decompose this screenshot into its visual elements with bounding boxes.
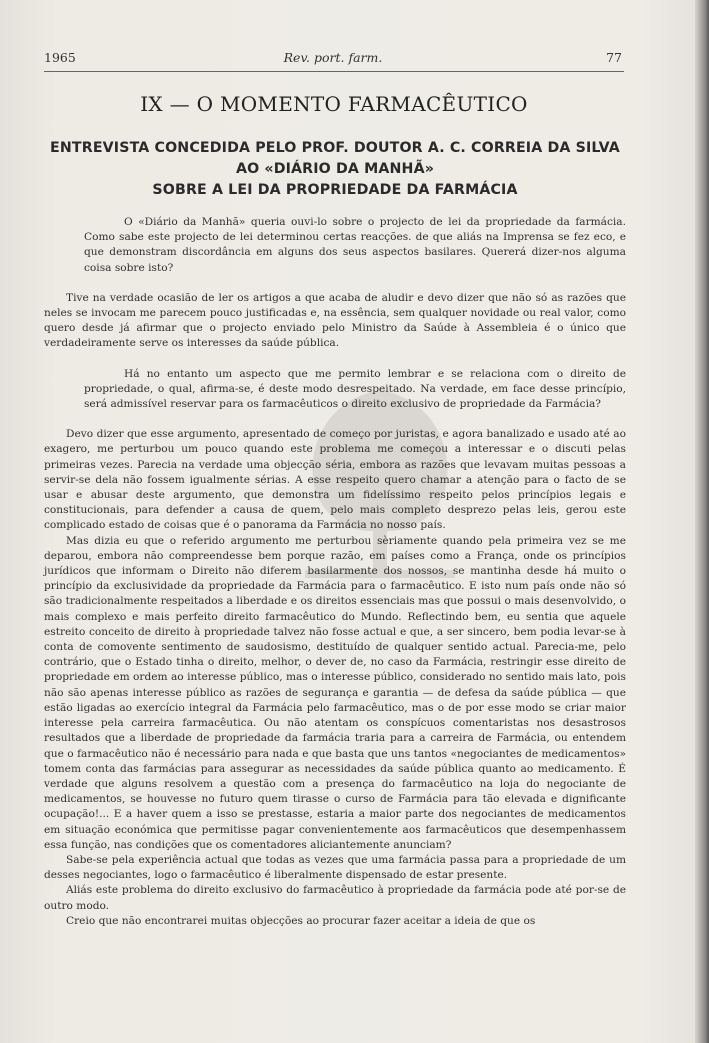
answer-paragraph-1: Tive na verdade ocasião de ler os artigos a que acaba de aludir e devo dizer que não só as razões que neles se invocam me parecem pouco justificadas e, na essência, sem qualquer novidade ou real valor, como quero desde já afirmar que o projecto enviado pelo Ministro da Saúde à Assembleia é o único que verdadeiramente serve os interesses da saúde pública. bbox=[44, 291, 626, 350]
headline-line-1: ENTREVISTA CONCEDIDA PELO PROF. DOUTOR A. C. CORREIA DA SILVA bbox=[50, 140, 620, 156]
article-body bbox=[44, 215, 626, 929]
header-page-number: 77 bbox=[606, 50, 622, 65]
question-paragraph-1: O «Diário da Manhã» queria ouvi-lo sobre o projecto de lei da propriedade da farmácia. Como sabe este projecto de lei determinou certas reacções. de que aliás na Imprensa se fez eco, e que demonstram discordância em alguns dos seus aspectos basilares. Quererá dizer-nos alguma coisa sobre isto? bbox=[84, 216, 626, 274]
article-headline bbox=[44, 138, 626, 201]
header-journal: Rev. port. farm. bbox=[283, 50, 383, 65]
header-rule bbox=[44, 71, 624, 72]
question-paragraph-2: Há no entanto um aspecto que me permito lembrar e se relaciona com o direito de propriedade, o qual, afirma-se, é deste modo desrespeitado. Na verdade, em face desse princípio, será admissível reservar para os farmacêuticos o direito exclusivo de propriedade da Farmácia? bbox=[84, 367, 626, 411]
page-edge-shadow bbox=[695, 0, 709, 1043]
body-paragraph-4: Sabe-se pela experiência actual que todas as vezes que uma farmácia passa para a propriedade de um desses negociantes, logo o farmacêutico é liberalmente dispensado de estar presente. bbox=[44, 853, 626, 882]
header-year: 1965 bbox=[44, 50, 76, 65]
headline-line-3: SOBRE A LEI DA PROPRIEDADE DA FARMÁCIA bbox=[152, 182, 518, 198]
headline-line-2: AO «DIÁRIO DA MANHÃ» bbox=[235, 161, 435, 177]
answer-paragraph-2: Devo dizer que esse argumento, apresentado de começo por juristas, e agora banalizado e usado até ao exagero, me perturbou um pouco quando este problema me começou a interessar e o discuti pelas primeiras vezes. Parecia na verdade uma objecção séria, embora as razões que levavam muitas pessoas a servir-se dela não fossem igualmente sérias. A esse respeito quero chamar a atenção para o facto de se usar e abusar deste argumento, que demonstra um fidelíssimo respeito pelos princípios legais e constitucionais, para defender a causa de quem, pelo mais completo desprezo pelas leis, gerou este complicado estado de coisas que é o panorama da Farmácia no nosso país. bbox=[44, 428, 626, 532]
body-paragraph-6: Creio que não encontrarei muitas objecções ao procurar fazer aceitar a ideia de que os bbox=[66, 914, 536, 927]
section-title: IX — O MOMENTO FARMACÊUTICO bbox=[140, 92, 528, 116]
body-paragraph-3: Mas dizia eu que o referido argumento me perturbou sèriamente quando pela primeira vez se me deparou, embora não compreendesse bem porque razão, em países como a França, onde os princípios jurídicos que informam o Direito não diferem basilarmente dos nossos, se mantinha desde há muito o princípio da exclusividade da propriedade da Farmácia para o farmacêutico. E isto num país onde não só são tradicionalmente respeitados a liberdade e os direitos essenciais mas que possui o mais desenvolvido, o mais complexo e mais perfeito direito farmacêutico do Mundo. Reflectindo bem, eu sentia que aquele estreito conceito de direito à propriedade talvez não fosse actual e que, a ser sincero, bem podia levar-se à conta de comovente sentimento de saudosismo, destituído de qualquer sentido actual. Parecia-me, pelo contrário, que o Estado tinha o direito, melhor, o dever de, no caso da Farmácia, restringir esse direito de propriedade em ordem ao interesse público, mas o interesse público, considerado no sentido mais lato, pois não são apenas interesse público as razões de segurança e garantia — de defesa da saúde pública — que estão ligadas ao exercício integral da Farmácia pelo farmacêutico, mas o de por esse modo se criar maior interesse pela carreira farmacêutica. Ou não atentam os conspícuos comentaristas nos desastrosos resultados que a liberdade de propriedade da farmácia traria para a carreira de Farmácia, ou entendem que o farmacêutico não é necessário para nada e que basta que uns tantos «negociantes de medicamentos» tomem conta das farmácias para assegurar as necessidades da saúde pública quanto ao medicamento. É verdade que alguns resolvem a questão com a presença do farmacêutico na loja do negociante de medicamentos, se houvesse no futuro quem tirasse o curso de Farmácia para tão elevada e dignificante ocupação!... E a haver quem a isso se prestasse, estaria a maior parte dos negociantes de medicamentos em situação económica que permitisse pagar convenientemente aos farmacêuticos que desempenhassem essa função, nas condições que os comentadores aliciantemente anunciam? bbox=[44, 534, 626, 851]
body-paragraph-5: Aliás este problema do direito exclusivo do farmacêutico à propriedade da farmácia pode até por-se de outro modo. bbox=[44, 884, 626, 912]
